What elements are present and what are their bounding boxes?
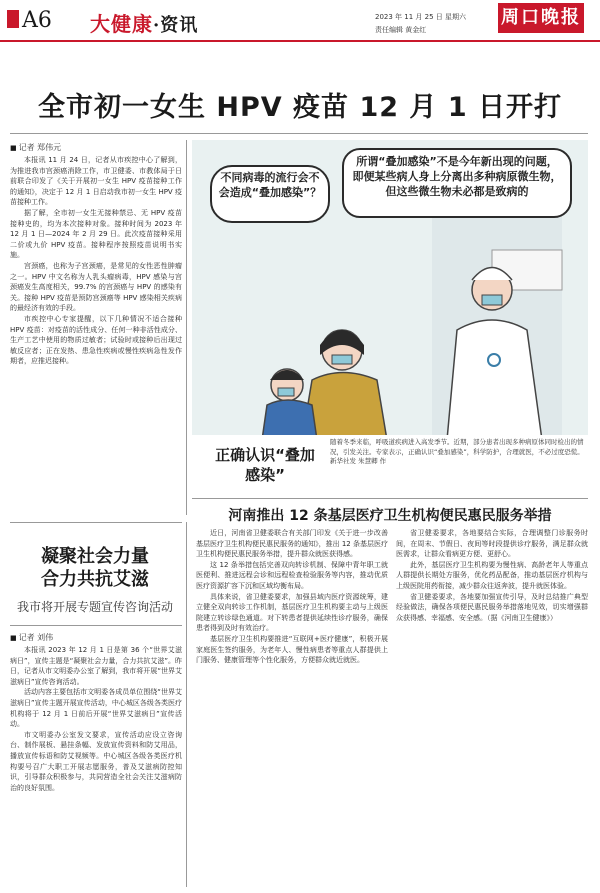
answer-speech-bubble: 所谓“叠加感染”不是今年新出现的问题，即便某些病人身上分离出多种病原微生物，但这些微生物未必都是致病的 bbox=[342, 148, 572, 218]
section-marker bbox=[7, 10, 19, 28]
left-paragraph: 市文明委办公室发文要求，宣传活动应设立咨询台、制作展板、悬挂条幅、发放宣传资料和防艾用品，播放宣传标语和防艾视频等。中心城区各级各类医疗机构要号召广大职工开展志愿服务，普及艾滋病防控知识，引导群众积极参与，共同营造全社会关注艾滋病防治的良好氛围。 bbox=[10, 730, 182, 792]
second-paragraph: 省卫健委要求，各地要加强宣传引导，及时总结推广典型经验做法，确保各项便民惠民服务举措落地见效，切实增强群众获得感、幸福感、安全感。（据《河南卫生健康》） bbox=[396, 592, 588, 622]
second-paragraph: 近日，河南省卫健委联合有关部门印发《关于进一步改善基层医疗卫生机构便民惠民服务的通知》，推出 12 条基层医疗卫生机构便民惠民服务举措，提升群众就医获得感。 bbox=[196, 529, 388, 559]
left-paragraph: 活动内容主要包括市文明委各成员单位围绕“世界艾滋病日”宣传主题开展宣传活动，中心城区各级各类医疗机构将于 12 月 1 日前后开展“世界艾滋病日”宣传活动。 bbox=[10, 688, 182, 729]
second-story-col1 bbox=[196, 528, 388, 884]
left-subtitle-divider bbox=[10, 625, 182, 626]
second-paragraph: 这 12 条举措包括完善双向转诊机制、保障中青年职工就医便利、推进远程会诊和远程检查检验服务等内容，推动优质医疗资源扩容下沉和区域均衡布局。 bbox=[196, 560, 388, 590]
question-speech-bubble: 不同病毒的流行会不会造成“叠加感染”？ bbox=[210, 165, 330, 223]
issue-date: 2023 年 11 月 25 日 星期六 bbox=[375, 13, 466, 21]
illustration-caption: 随着冬季来临，呼吸道疾病进入高发季节。近期，部分患者出现多种病原体同时检出的情况，引发关注。专家表示，正确认识“叠加感染”，科学防护，合理就医，不必过度恐慌。 新华社发 朱慧卿 作 bbox=[330, 438, 584, 465]
second-paragraph: 基层医疗卫生机构要推进“互联网+医疗健康”，积极开展家庭医生签约服务，为老年人、慢性病患者等重点人群提供上门服务、健康管理等个性化服务，方便群众就近就医。 bbox=[196, 634, 388, 665]
main-paragraph: 据了解，全市初一女生无接种禁忌、无 HPV 疫苗接种史的，均为本次接种对象。接种时间为 2023 年 12 月 1 日—2024 年 2 月 29 日。此次疫苗接种采用二价或九价 HPV 疫苗。接种程序按照疫苗说明书实施。 bbox=[10, 208, 182, 260]
main-paragraph: 市疾控中心专家提醒，以下几种情况不适合接种 HPV 疫苗：对疫苗的活性成分、任何一种非活性成分、生产工艺中使用的物质过敏者；试验时或接种后出现过敏反应者；正在发热、患急性疾病或慢性疾病急性发作期者，应推迟接种。 bbox=[10, 314, 182, 366]
page-number: A6 bbox=[22, 8, 52, 33]
left-story-body bbox=[10, 645, 182, 885]
main-story-body bbox=[10, 155, 182, 515]
lower-column-divider bbox=[186, 522, 187, 887]
second-paragraph: 具体来说，省卫健委要求，加强县域内医疗资源统筹，建立健全双向转诊工作机制，基层医疗卫生机构要主动与上级医院建立转诊绿色通道。对下转患者提供延续性诊疗服务，确保患者得到及时有效治疗。 bbox=[196, 592, 388, 633]
main-paragraph: 本报讯 11 月 24 日，记者从市疾控中心了解到，为推进我市宫颈癌消除工作，市卫健委、市教体局于日前联合印发了《关于开展初一女生 HPV 疫苗接种工作的通知》，决定于 12 月 1 日启动我市初一女生 HPV 疫苗接种工作。 bbox=[10, 156, 182, 207]
second-headline: 河南推出 12 条基层医疗卫生机构便民惠民服务举措 bbox=[228, 508, 552, 524]
left-title-line1: 凝聚社会力量 bbox=[41, 546, 149, 567]
section-tag: ·资讯 bbox=[153, 15, 199, 36]
story-divider bbox=[192, 498, 588, 499]
second-story-col2 bbox=[396, 528, 588, 884]
left-title-line2: 合力共抗艾滋 bbox=[41, 569, 149, 590]
editor-credit: 责任编辑 黄金红 bbox=[375, 26, 427, 34]
headline-divider bbox=[10, 133, 588, 134]
second-paragraph: 省卫健委要求，各地要结合实际，合理调整门诊服务时间，在周末、节假日、夜间等时段提供诊疗服务，满足群众就医需求，让群众看病更方便、更舒心。 bbox=[396, 529, 588, 559]
main-paragraph: 宫颈癌，也称为子宫颈癌，是常见的女性恶性肿瘤之一。HPV 中文名称为人乳头瘤病毒，HPV 感染与宫颈癌发生高度相关，99.7% 的宫颈癌与 HPV 的感染有关。接种 HPV 疫苗是预防宫颈癌等 HPV 感染相关疾病的最经济有效的手段。 bbox=[10, 261, 182, 313]
main-byline: ■ 记者 郑伟元 bbox=[10, 142, 61, 153]
second-paragraph: 此外，基层医疗卫生机构要为慢性病、高龄老年人等重点人群提供长期处方服务，优化药品配备，推动基层医疗机构与上级医院用药衔接，减少群众往返奔波，提升就医体验。 bbox=[396, 560, 588, 590]
section-title bbox=[90, 8, 198, 37]
left-story-title bbox=[10, 545, 180, 591]
column-divider bbox=[186, 140, 187, 515]
newspaper-logo: 周口晚报 bbox=[498, 3, 584, 33]
main-headline: 全市初一女生 HPV 疫苗 12 月 1 日开打 bbox=[37, 92, 563, 123]
left-paragraph: 本报讯 2023 年 12 月 1 日是第 36 个“世界艾滋病日”，宣传主题是“凝聚社会力量，合力共抗艾滋”。昨日，记者从市文明委办公室了解到，我市将开展“世界艾滋病日”宣传咨询活动。 bbox=[10, 646, 182, 686]
illustration-caption-title: 正确认识“叠加感染” bbox=[215, 446, 315, 484]
left-story-divider bbox=[10, 522, 182, 523]
left-story-subtitle: 我市将开展专题宣传咨询活动 bbox=[16, 600, 173, 614]
section-name: 大健康 bbox=[90, 12, 153, 36]
left-byline: ■ 记者 刘伟 bbox=[10, 632, 53, 643]
